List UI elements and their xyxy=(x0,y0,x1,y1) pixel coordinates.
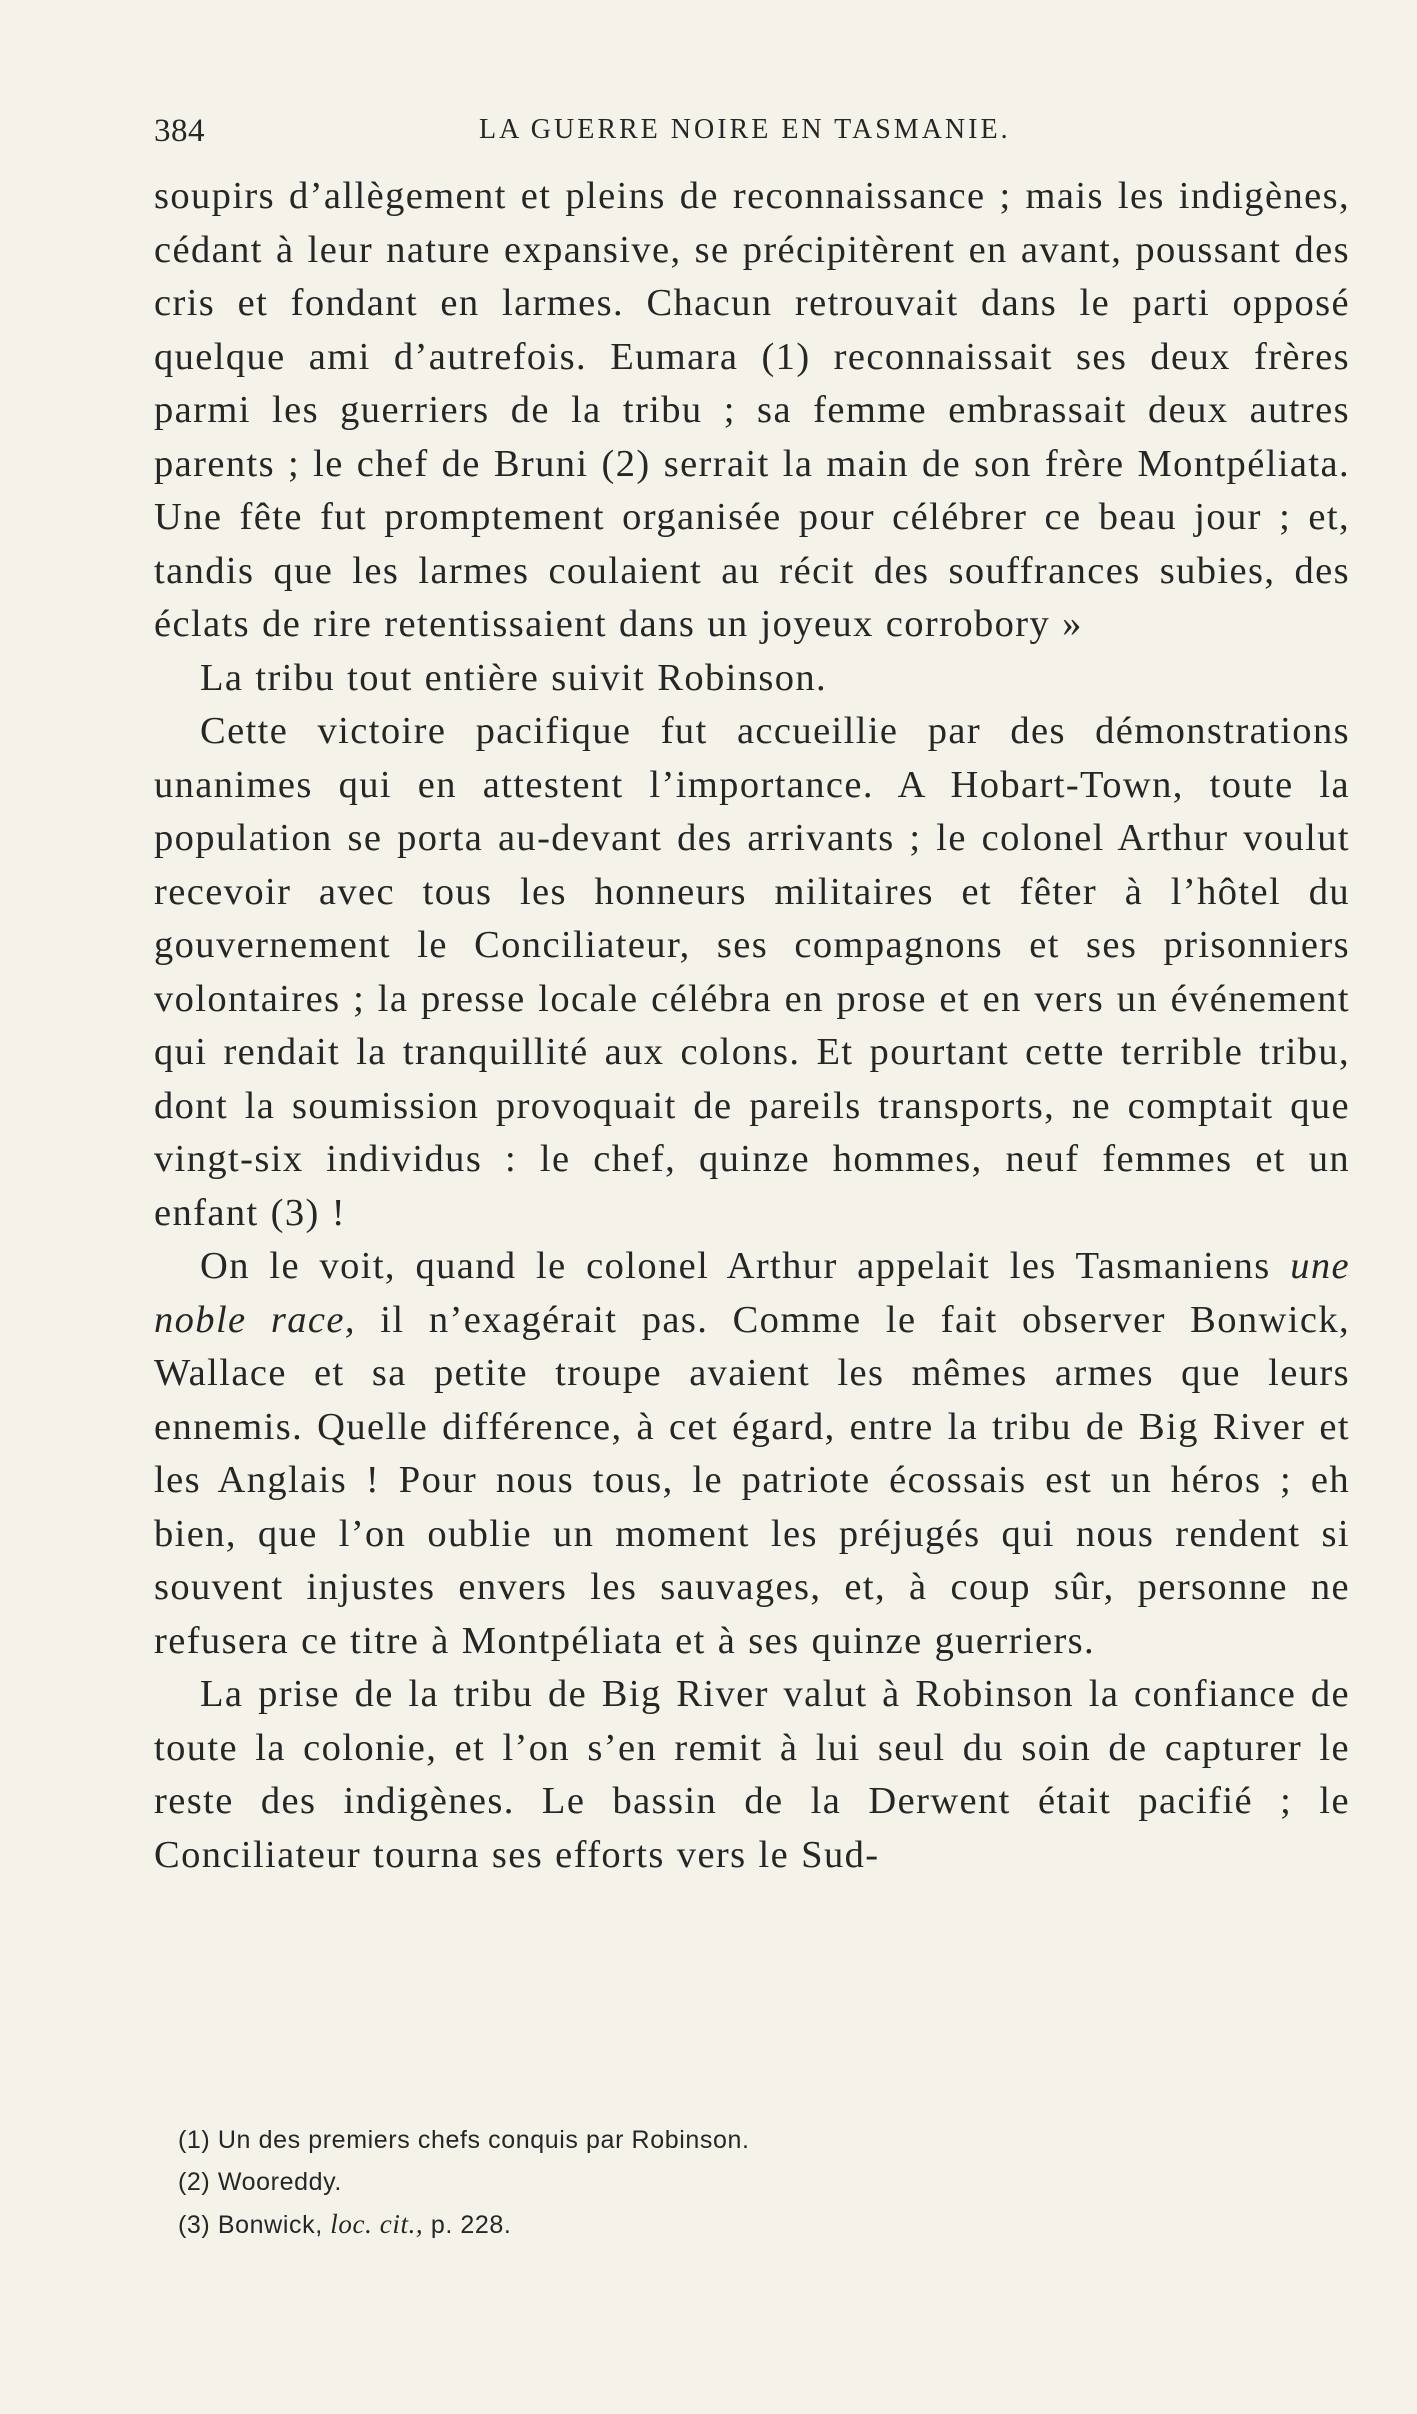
page-number: 384 xyxy=(154,113,205,149)
footnote-text: (3) Bonwick, xyxy=(178,2211,331,2239)
paragraph: La tribu tout entière suivit Robinson. xyxy=(200,656,828,699)
footnotes xyxy=(178,2119,1328,2246)
body-text xyxy=(154,170,1350,1882)
footnote: (1) Un des premiers chefs conquis par Robinson. xyxy=(178,2126,750,2154)
paragraph-continuation: soupirs d’allègement et pleins de reconnaissance ; mais les indigènes, cédant à leur nature expansive, se précipitèrent en avant, poussant des cris et fondant en larmes. Chacun retrouvait dans le parti opposé quelque ami d’autrefois. Eumara (1) reconnaissait ses deux frères parmi les guerriers de la tribu ; sa femme embrassait deux autres parents ; le chef de Bruni (2) serrait la main de son frère Montpéliata. Une fête fut promptement organisée pour célébrer ce beau jour ; et, tandis que les larmes coulaient au récit des souffrances subies, des éclats de rire retentissaient dans un joyeux corrobory » xyxy=(154,175,1350,645)
paragraph: Cette victoire pacifique fut accueillie par des démonstrations unanimes qui en attestent l’importance. A Hobart-Town, toute la population se porta au-devant des arrivants ; le colonel Arthur voulut recevoir avec tous les honneurs militaires et fêter à l’hôtel du gouvernement le Conciliateur, ses compagnons et ses prisonniers volontaires ; la presse locale célébra en prose et en vers un événement qui rendait la tranquillité aux colons. Et pourtant cette terrible tribu, dont la soumission provoquait de pareils transports, ne comptait que vingt-six individus : le chef, quinze hommes, neuf femmes et un enfant (3) ! xyxy=(154,710,1350,1234)
page-header xyxy=(154,113,1354,153)
footnote xyxy=(178,2203,1328,2246)
footnote: (2) Wooreddy. xyxy=(178,2168,342,2196)
footnote-text: p. 228. xyxy=(423,2211,512,2239)
paragraph-text: il n’exagérait pas. Comme le fait observer Bonwick, Wallace et sa petite troupe avaient les mêmes armes que leurs ennemis. Quelle différence, à cet égard, entre la tribu de Big River et les Anglais ! Pour nous tous, le patriote écossais est un héros ; eh bien, que l’on oublie un moment les préjugés qui nous rendent si souvent injustes envers les sauvages, et, à coup sûr, personne ne refusera ce titre à Montpéliata et à ses quinze guerriers. xyxy=(154,1298,1350,1662)
paragraph-text: On le voit, quand le colonel Arthur appelait les Tasmaniens xyxy=(200,1245,1291,1287)
paragraph: La prise de la tribu de Big River valut à Robinson la confiance de toute la colonie, et l’on s’en remit à lui seul du soin de capturer le reste des indigènes. Le bassin de la Derwent était pacifié ; le Conciliateur tourna ses efforts vers le Sud- xyxy=(154,1673,1350,1876)
paragraph xyxy=(154,1240,1350,1668)
footnote-emphasis: loc. cit., xyxy=(330,2209,424,2239)
running-title: LA GUERRE NOIRE EN TASMANIE. xyxy=(479,114,1011,145)
emphasized-text: une noble race, xyxy=(154,1245,1350,1341)
